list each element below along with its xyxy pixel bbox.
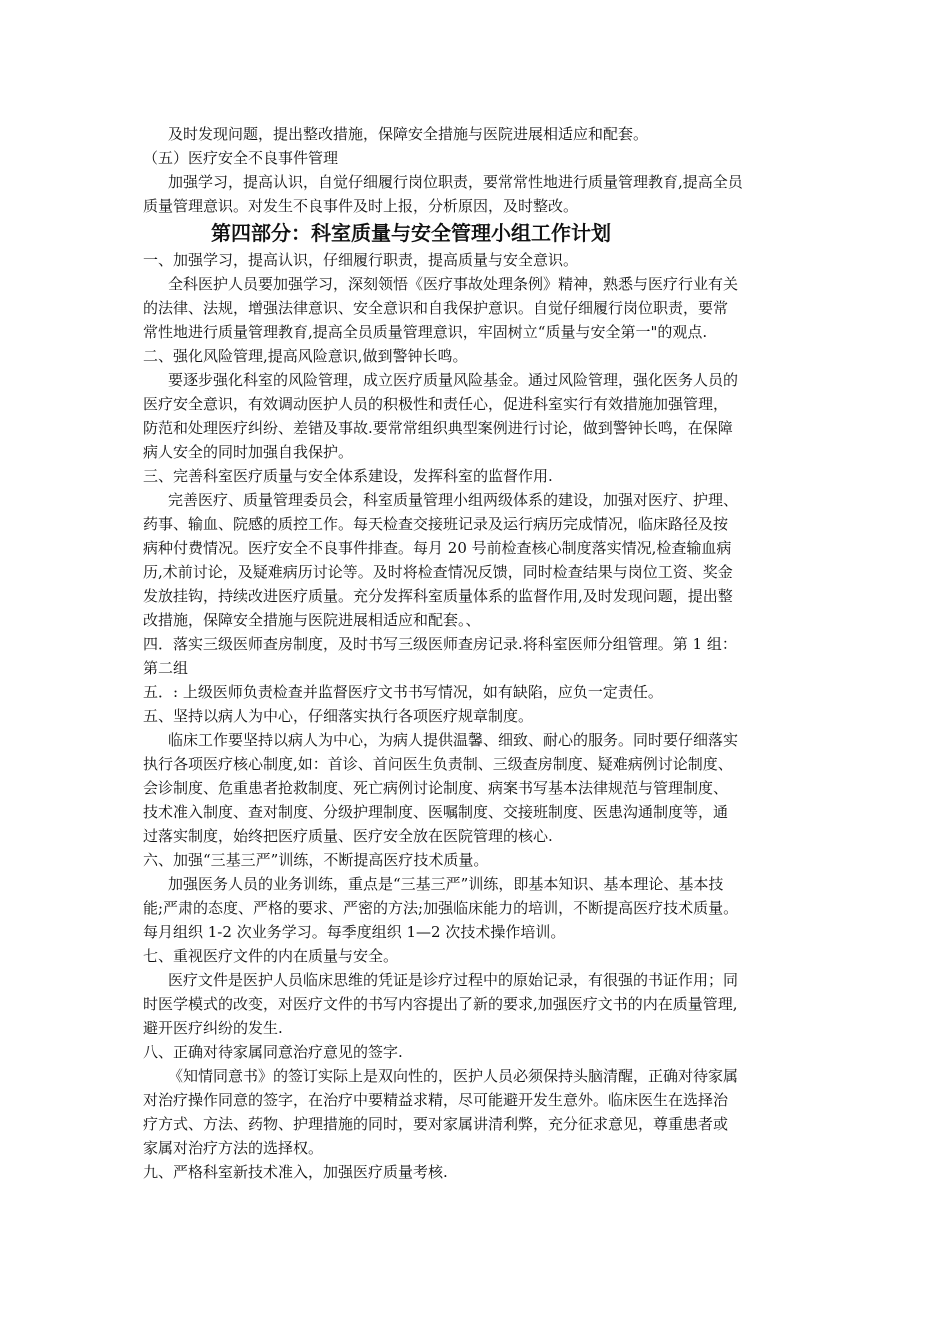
- paragraph-line: 全科医护人员要加强学习，深刻领悟《医疗事故处理条例》精神，熟悉与医疗行业有关: [168, 275, 739, 293]
- section-heading: 六、加强“三基三严”训练，不断提高医疗技术质量。: [143, 851, 489, 869]
- paragraph-line: 避开医疗纠纷的发生.: [143, 1019, 283, 1037]
- paragraph-line: 每月组织 1-2 次业务学习。每季度组织 1—2 次技术操作培训。: [143, 923, 566, 941]
- paragraph-line: 对治疗操作同意的签字，在治疗中要精益求精，尽可能避开发生意外。临床医生在选择治: [143, 1091, 729, 1109]
- paragraph-line: 防范和处理医疗纠纷、差错及事故.要常常组织典型案例进行讨论，做到警钟长鸣，在保障: [143, 419, 733, 437]
- section-title: 第四部分：科室质量与安全管理小组工作计划: [211, 221, 611, 245]
- paragraph-line: 医疗文件是医护人员临床思维的凭证是诊疗过程中的原始记录，有很强的书证作用；同: [168, 971, 739, 989]
- paragraph-line: 家属对治疗方法的选择权。: [143, 1139, 324, 1157]
- section-heading: 第二组: [143, 659, 189, 677]
- section-heading: 八、正确对待家属同意治疗意见的签字.: [143, 1043, 403, 1061]
- paragraph-line: 药事、输血、院感的质控工作。每天检查交接班记录及运行病历完成情况，临床路径及按: [143, 515, 729, 533]
- paragraph-line: 的法律、法规，增强法律意识、安全意识和自我保护意识。自觉仔细履行岗位职责，要常: [143, 299, 729, 317]
- paragraph-line: 会诊制度、危重患者抢救制度、死亡病例讨论制度、病案书写基本法律规范与管理制度、: [143, 779, 729, 797]
- paragraph-line: 病人安全的同时加强自我保护。: [143, 443, 354, 461]
- section-heading: 九、严格科室新技术准入，加强医疗质量考核.: [143, 1163, 448, 1181]
- paragraph-line: 完善医疗、质量管理委员会，科室质量管理小组两级体系的建设，加强对医疗、护理、: [168, 491, 739, 509]
- paragraph-line: 历,术前讨论，及疑难病历讨论等。及时将检查情况反馈，同时检查结果与岗位工资、奖金: [143, 563, 733, 581]
- paragraph-line: 常性地进行质量管理教育,提高全员质量管理意识，牢固树立“质量与安全第一"的观点.: [143, 323, 708, 341]
- paragraph-line: 时医学模式的改变，对医疗文件的书写内容提出了新的要求,加强医疗文书的内在质量管理,: [143, 995, 738, 1013]
- paragraph-line: 《知情同意书》的签订实际上是双向性的，医护人员必须保持头脑清醒，正确对待家属: [168, 1067, 739, 1085]
- section-heading: （五）医疗安全不良事件管理: [143, 149, 339, 167]
- paragraph-line: 加强学习，提高认识，自觉仔细履行岗位职责，要常常性地进行质量管理教育,提高全员: [168, 173, 743, 191]
- section-heading: 一、加强学习，提高认识，仔细履行职责，提高质量与安全意识。: [143, 251, 579, 269]
- paragraph-line: 技术准入制度、查对制度、分级护理制度、医嘱制度、交接班制度、医患沟通制度等，通: [143, 803, 729, 821]
- section-heading: 二、强化风险管理,提高风险意识,做到警钟长鸣。: [143, 347, 468, 365]
- section-heading: 五．: 上级医师负责检查并监督医疗文书书写情况，如有缺陷，应负一定责任。: [143, 683, 663, 701]
- section-heading: 三、完善科室医疗质量与安全体系建设，发挥科室的监督作用.: [143, 467, 553, 485]
- paragraph-line: 病种付费情况。医疗安全不良事件排查。每月 20 号前检查核心制度落实情况,检查输血病: [143, 539, 732, 557]
- section-heading: 五、坚持以病人为中心，仔细落实执行各项医疗规章制度。: [143, 707, 534, 725]
- paragraph-line: 及时发现问题，提出整改措施，保障安全措施与医院进展相适应和配套。: [168, 125, 649, 143]
- paragraph-line: 过落实制度，始终把医疗质量、医疗安全放在医院管理的核心.: [143, 827, 553, 845]
- paragraph-line: 医疗安全意识，有效调动医护人员的积极性和责任心，促进科室实行有效措施加强管理，: [143, 395, 729, 413]
- paragraph-line: 临床工作要坚持以病人为中心，为病人提供温馨、细致、耐心的服务。同时要仔细落实: [168, 731, 739, 749]
- section-heading: 七、重视医疗文件的内在质量与安全。: [143, 947, 399, 965]
- paragraph-line: 加强医务人员的业务训练，重点是“三基三严”训练，即基本知识、基本理论、基本技: [168, 875, 724, 893]
- section-heading: 四．落实三级医师查房制度，及时书写三级医师查房记录.将科室医师分组管理。第 1 组：: [143, 635, 737, 653]
- paragraph-line: 执行各项医疗核心制度,如：首诊、首问医生负责制、三级查房制度、疑难病例讨论制度、: [143, 755, 733, 773]
- paragraph-line: 能;严肃的态度、严格的要求、严密的方法;加强临床能力的培训，不断提高医疗技术质量。: [143, 899, 739, 917]
- paragraph-line: 质量管理意识。对发生不良事件及时上报，分析原因，及时整改。: [143, 197, 579, 215]
- document-body: [143, 122, 809, 1184]
- paragraph-line: 发放挂钩，持续改进医疗质量。充分发挥科室质量体系的监督作用,及时发现问题，提出整: [143, 587, 733, 605]
- paragraph-line: 改措施，保障安全措施与医院进展相适应和配套。、: [143, 611, 481, 629]
- paragraph-line: 疗方式、方法、药物、护理措施的同时，要对家属讲清利弊，充分征求意见，尊重患者或: [143, 1115, 729, 1133]
- paragraph-line: 要逐步强化科室的风险管理，成立医疗质量风险基金。通过风险管理，强化医务人员的: [168, 371, 739, 389]
